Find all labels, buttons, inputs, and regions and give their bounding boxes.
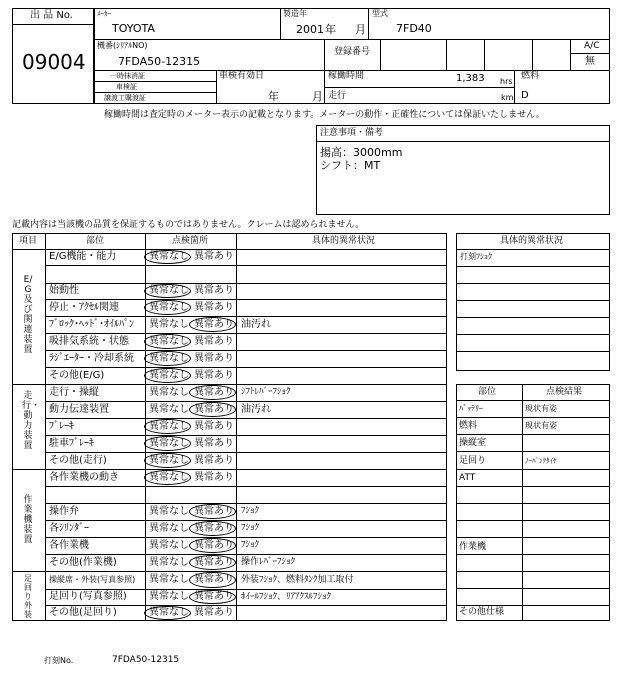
km-label: 走行: [328, 91, 347, 101]
selected-mark: [144, 606, 191, 620]
selected-mark: [144, 368, 191, 383]
hours-unit: hrs: [500, 77, 513, 86]
option-normal[interactable]: 異常なし: [149, 437, 189, 449]
year-value: 2001: [296, 23, 324, 36]
row-detail: ﾎｲｰﾙﾌｼｮｸ、ﾘｱｱｸｽﾙﾌｼｮｸ: [241, 591, 332, 602]
selected-mark: [189, 555, 236, 570]
model-value: 7FD40: [396, 22, 432, 35]
transfer-cert-label: 譲渡工購渡証: [104, 94, 146, 102]
option-abnormal[interactable]: 異常あり: [194, 335, 234, 347]
mark-note: 打刻ﾌｼｮｸ: [460, 252, 492, 261]
row-part: ﾗｼﾞｴｰﾀｰ・冷却系統: [49, 352, 134, 364]
option-abnormal[interactable]: 異常あり: [194, 591, 234, 602]
row-part: その他(E/G): [49, 369, 105, 381]
row-part: 各作業機の動き: [49, 471, 119, 483]
option-normal[interactable]: 異常なし: [149, 556, 189, 568]
option-normal[interactable]: 異常なし: [149, 403, 189, 415]
option-abnormal[interactable]: 異常あり: [194, 369, 234, 381]
insp-fuel-value: 現状有姿: [525, 421, 557, 430]
option-abnormal[interactable]: 異常あり: [194, 386, 234, 398]
option-normal[interactable]: 異常なし: [149, 369, 189, 381]
model-label: 型式: [372, 9, 388, 18]
option-normal[interactable]: 異常なし: [149, 285, 189, 296]
hours-note: 稼働時間は査定時のメーター表示の記載となります。メーターの動作・正確性については保証いたしません。: [104, 110, 545, 120]
option-abnormal[interactable]: 異常あり: [194, 505, 234, 517]
remarks-title: 注意事項・備考: [320, 128, 384, 138]
row-detail: ｼﾌﾄﾚﾊﾞｰﾌｼｮｸ: [241, 387, 291, 397]
selected-mark: [144, 284, 191, 298]
stamp-value: 7FDA50-12315: [112, 655, 180, 665]
serial-value: 7FDA50-12315: [118, 55, 201, 68]
option-abnormal[interactable]: 異常あり: [194, 437, 234, 449]
right-header-detail: 具体的異常状況: [500, 236, 564, 246]
reg-label: 登録番号: [334, 47, 371, 57]
selected-mark: [144, 419, 191, 434]
selected-mark: [144, 351, 191, 366]
row-part: 始動性: [49, 285, 79, 296]
option-normal[interactable]: 異常なし: [149, 539, 189, 551]
option-abnormal[interactable]: 異常あり: [194, 251, 234, 262]
row-part: 操縦席・外装(写真参照): [49, 575, 136, 584]
row-part: E/G機能・能力: [49, 251, 117, 262]
row-part: その他(作業機): [49, 556, 117, 568]
maker-label: ﾒｰｶｰ: [97, 10, 111, 18]
insp-cab-label: 操縦室: [459, 438, 487, 448]
year-unit: 年: [325, 23, 336, 36]
hours-value: 1,383: [456, 73, 485, 84]
maker-value: TOYOTA: [112, 22, 155, 35]
selected-mark: [144, 436, 191, 451]
month-unit: 月: [355, 23, 366, 36]
selected-mark: [189, 572, 236, 588]
insp-month-unit: 月: [312, 90, 323, 103]
insp-battery-value: 現状有姿: [525, 404, 557, 413]
remarks-line-2: シフト：MT: [320, 159, 381, 172]
option-abnormal[interactable]: 異常あり: [194, 539, 234, 551]
temp-permit-label: 一時抹消証: [110, 72, 145, 80]
insp-work-label: 作業機: [459, 542, 487, 552]
option-abnormal[interactable]: 異常あり: [194, 352, 234, 364]
insp-year-unit: 年: [268, 90, 279, 103]
option-abnormal[interactable]: 異常あり: [194, 403, 234, 415]
selected-mark: [189, 538, 236, 553]
option-abnormal[interactable]: 異常あり: [194, 471, 234, 483]
serial-label: 機番(ｼﾘｱﾙNO): [97, 41, 148, 50]
fuel-label: 燃料: [521, 71, 540, 81]
option-normal[interactable]: 異常なし: [149, 335, 189, 347]
option-abnormal[interactable]: 異常あり: [194, 420, 234, 432]
insp-header-part: 部位: [478, 387, 497, 397]
insp-undercarriage-value: ﾉｰﾊﾟﾝｸﾀｲﾔ: [525, 457, 557, 465]
option-normal[interactable]: 異常なし: [149, 301, 189, 313]
inspection-label: 車検有効日: [219, 71, 265, 81]
selected-mark: [144, 300, 191, 315]
row-detail: 油汚れ: [241, 318, 271, 330]
row-part: 各作業機: [49, 539, 89, 551]
selected-mark: [144, 453, 191, 468]
option-normal[interactable]: 異常なし: [149, 471, 189, 483]
option-abnormal[interactable]: 異常あり: [194, 607, 234, 618]
row-part: 足回り(写真参照): [49, 591, 127, 602]
selected-mark: [189, 402, 236, 417]
option-abnormal[interactable]: 異常あり: [194, 318, 234, 330]
ac-label: A/C: [584, 41, 600, 51]
row-detail: ﾌｼｮｸ: [241, 523, 260, 533]
lot-label: 出 品 No.: [30, 10, 73, 21]
group-label-undercarriage: 足回り外装: [24, 574, 32, 619]
selected-mark: [144, 470, 191, 485]
group-label-engine: E/G及び関連装置: [23, 275, 33, 355]
row-part: 駐車ﾌﾞﾚｰｷ: [49, 437, 94, 449]
hours-label: 稼働時間: [328, 71, 365, 81]
option-normal[interactable]: 異常なし: [149, 251, 189, 262]
option-normal[interactable]: 異常なし: [149, 591, 189, 602]
row-part: 吸排気系統・状態: [49, 335, 129, 347]
selected-mark: [189, 504, 236, 519]
option-abnormal[interactable]: 異常あり: [194, 556, 234, 568]
header-detail: 具体的異常状況: [312, 236, 376, 246]
option-abnormal[interactable]: 異常あり: [194, 574, 234, 585]
selected-mark: [189, 317, 236, 332]
vehicle-cert-label: 車検証: [116, 83, 137, 91]
selected-mark: [189, 521, 236, 536]
row-part: その他(走行): [49, 454, 107, 466]
selected-mark: [189, 385, 236, 400]
selected-mark: [189, 590, 236, 604]
option-abnormal[interactable]: 異常あり: [194, 522, 234, 534]
remarks-line-1: 揚高：3000mm: [320, 146, 403, 159]
row-part: 各ｼﾘﾝﾀﾞｰ: [49, 522, 89, 534]
insp-undercarriage-label: 足回り: [459, 456, 487, 466]
row-part: 動力伝達装置: [49, 403, 109, 415]
row-part: 操作弁: [49, 505, 79, 517]
row-detail: ﾌｼｮｸ: [241, 506, 260, 516]
row-part: 走行・操縦: [49, 386, 99, 398]
option-normal[interactable]: 異常なし: [149, 352, 189, 364]
row-detail: 操作ﾚﾊﾞｰﾌｼｮｸ: [241, 557, 296, 567]
selected-mark: [144, 250, 191, 264]
lot-number: 09004: [22, 50, 86, 74]
option-normal[interactable]: 異常なし: [149, 607, 189, 618]
option-normal[interactable]: 異常なし: [149, 318, 189, 330]
option-abnormal[interactable]: 異常あり: [194, 454, 234, 466]
option-normal[interactable]: 異常なし: [149, 420, 189, 432]
header-part: 部位: [86, 236, 105, 246]
insp-att-label: ATT: [459, 473, 476, 483]
option-abnormal[interactable]: 異常あり: [194, 301, 234, 313]
selected-mark: [144, 334, 191, 349]
option-normal[interactable]: 異常なし: [149, 386, 189, 398]
disclaimer: 記載内容は当該機の品質を保証するものではありません。クレームは認められません。: [12, 220, 365, 230]
insp-header-result: 点検結果: [546, 387, 583, 397]
insp-fuel-label: 燃料: [459, 421, 478, 431]
row-detail: 外装ﾌｼｮｸ、燃料ﾀﾝｸ加工取付: [241, 574, 354, 585]
header-check: 点検箇所: [172, 236, 209, 246]
group-label-work: 作業機装置: [23, 495, 33, 545]
header-item: 項目: [19, 236, 38, 246]
row-part: その他(足回り): [49, 607, 117, 618]
row-detail: 油汚れ: [241, 403, 271, 415]
ac-value: 無: [585, 56, 595, 67]
option-normal[interactable]: 異常なし: [149, 505, 189, 517]
row-part: ﾌﾞﾚｰｷ: [49, 420, 74, 432]
group-label-drive: 走行・動力装置: [22, 391, 41, 451]
option-normal[interactable]: 異常なし: [149, 454, 189, 466]
option-normal[interactable]: 異常なし: [149, 574, 189, 585]
option-abnormal[interactable]: 異常あり: [194, 285, 234, 296]
fuel-value: D: [521, 90, 529, 101]
row-part: ﾌﾞﾛｯｸ･ﾍｯﾄﾞ･ｵｲﾙﾊﾟﾝ: [49, 318, 134, 330]
row-part: 停止・ｱｸｾﾙ関連: [49, 301, 119, 313]
option-normal[interactable]: 異常なし: [149, 522, 189, 534]
km-unit: km: [501, 93, 514, 102]
year-label: 製造年: [283, 9, 307, 18]
stamp-label: 打刻No.: [44, 656, 74, 665]
insp-other-label: その他仕様: [459, 607, 505, 617]
row-detail: ﾌｼｮｸ: [241, 540, 260, 550]
insp-battery-label: ﾊﾞｯﾃﾘｰ: [459, 404, 483, 413]
